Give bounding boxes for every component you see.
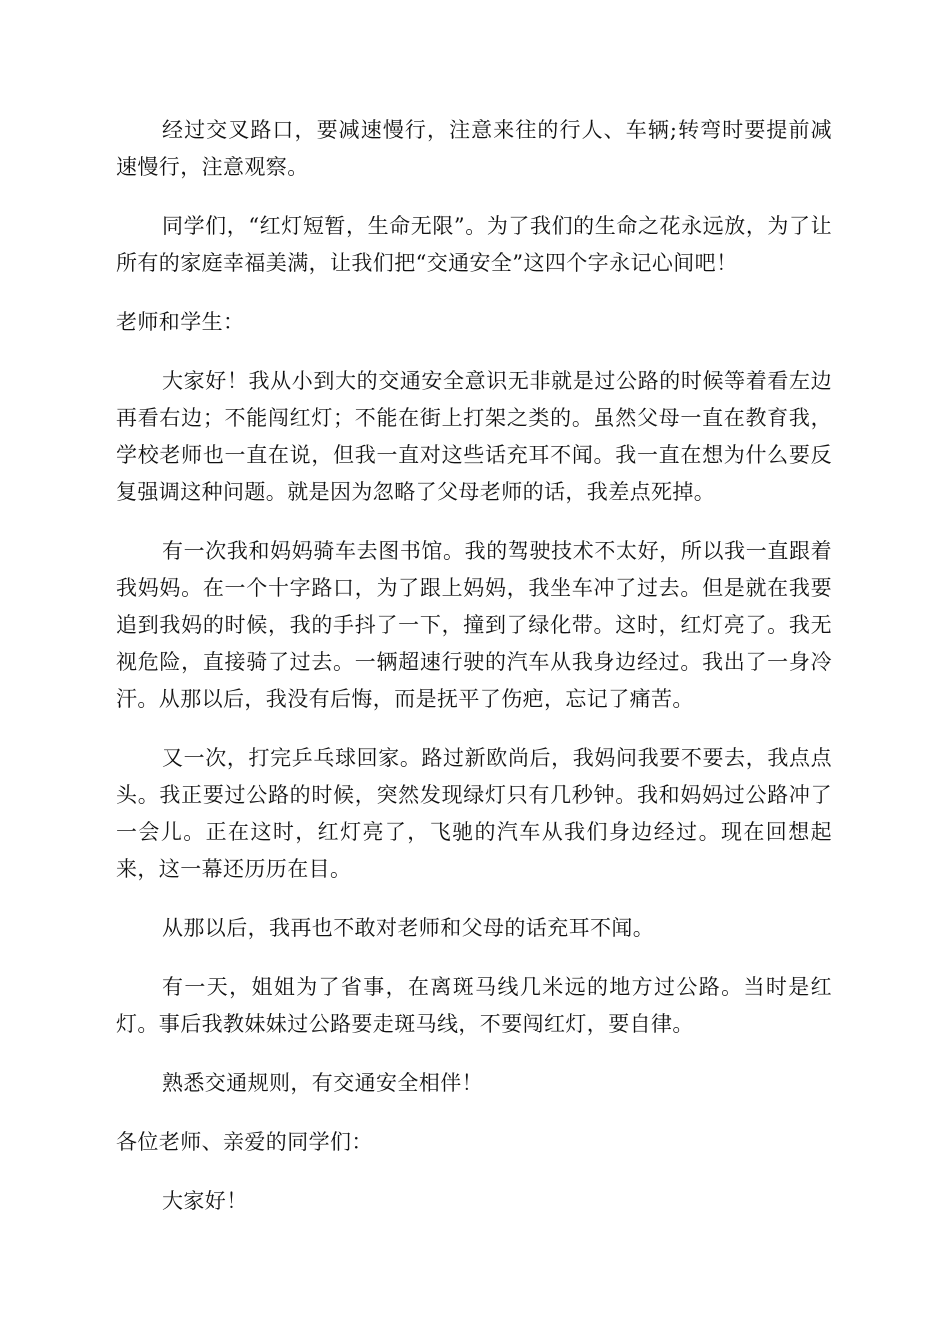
paragraph-traffic-rules-slogan: 熟悉交通规则，有交通安全相伴！ [162,1071,483,1095]
paragraph-ping-pong-story: 又一次，打完乒乓球回家。路过新欧尚后，我妈问我要不要去，我点点头。我正要过公路的时候，突然发现绿灯只有几秒钟。我和妈妈过公路冲了一会儿。正在这时，红灯亮了，飞驰的汽车从我们身边经过。现在回想起来，这一幕还历历在目。 [116,746,832,881]
paragraph-red-light-slogan: 同学们，“红灯短暂，生命无限”。为了我们的生命之花永远放，为了让所有的家庭幸福美满，让我们把“交通安全”这四个字永记心间吧！ [116,214,832,275]
document-body [116,112,832,1242]
paragraph-never-again: 从那以后，我再也不敢对老师和父母的话充耳不闻。 [162,916,655,940]
paragraph-library-bike-story: 有一次我和妈妈骑车去图书馆。我的驾驶技术不太好，所以我一直跟着我妈妈。在一个十字路口，为了跟上妈妈，我坐车冲了过去。但是就在我要追到我妈的时候，我的手抖了一下，撞到了绿化带。这时，红灯亮了。我无视危险，直接骑了过去。一辆超速行驶的汽车从我身边经过。我出了一身冷汗。从那以后，我没有后悔，而是抚平了伤疤，忘记了痛苦。 [116,539,832,711]
greeting-hello-everyone: 大家好！ [162,1189,248,1213]
salutation-teachers-students: 老师和学生： [116,310,245,334]
paragraph-sister-crossing: 有一天，姐姐为了省事，在离斑马线几米远的地方过公路。当时是红灯。事后我教妹妹过公路要走斑马线，不要闯红灯，要自律。 [116,975,832,1036]
paragraph-safety-awareness: 大家好！我从小到大的交通安全意识无非就是过公路的时候等着看左边再看右边；不能闯红灯；不能在街上打架之类的。虽然父母一直在教育我，学校老师也一直在说，但我一直对这些话充耳不闻。我一直在想为什么要反复强调这种问题。就是因为忽略了父母老师的话，我差点死掉。 [116,369,832,504]
paragraph-intersection-advice: 经过交叉路口，要减速慢行，注意来往的行人、车辆;转弯时要提前减速慢行，注意观察。 [116,118,832,179]
salutation-dear-classmates: 各位老师、亲爱的同学们： [116,1130,373,1154]
